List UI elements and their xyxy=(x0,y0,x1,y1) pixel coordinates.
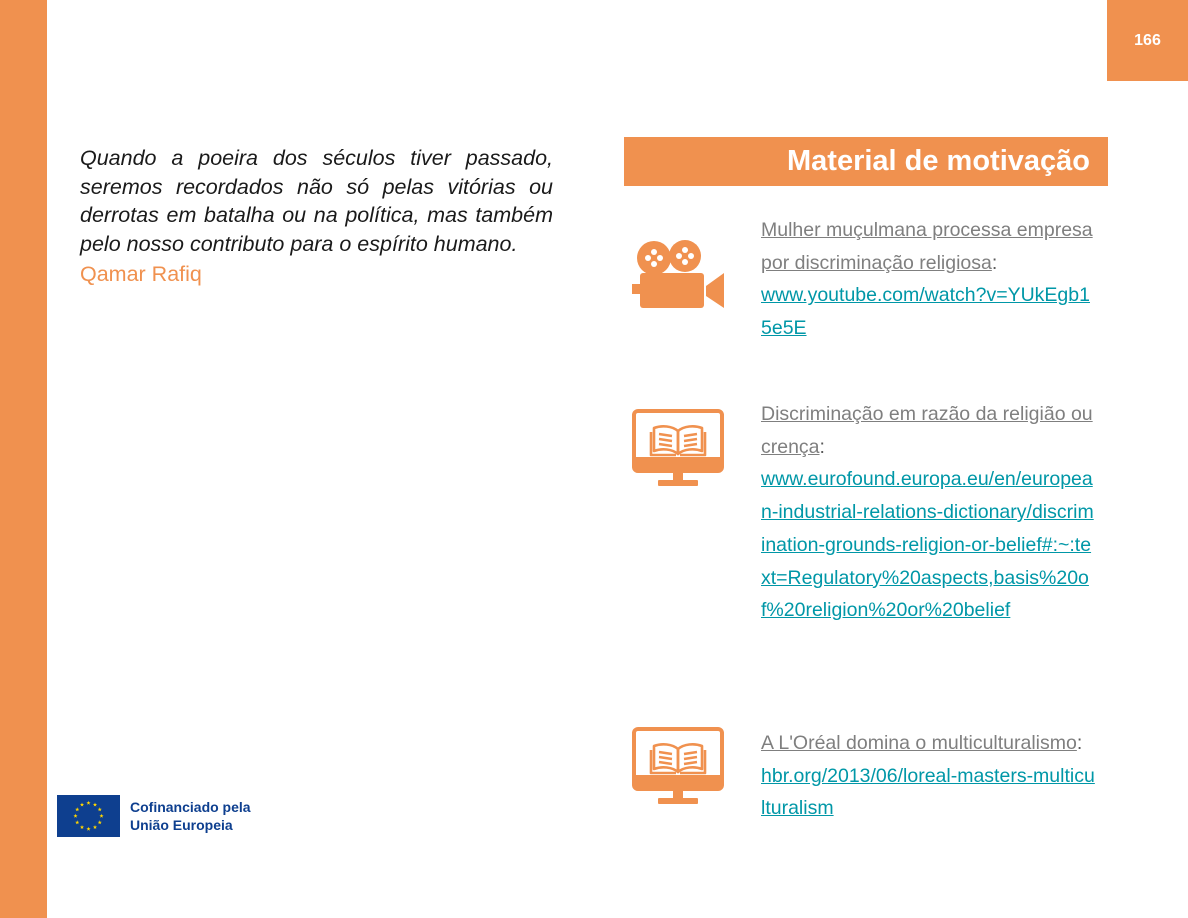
section-header xyxy=(624,137,1108,186)
eu-text-line2: União Europeia xyxy=(130,817,233,833)
eu-text-line1: Cofinanciado pela xyxy=(130,799,251,815)
resource-title-link[interactable]: A L'Oréal domina o multiculturalismo xyxy=(761,732,1077,754)
quote-block xyxy=(80,144,553,288)
resource-url-link[interactable]: www.eurofound.europa.eu/en/european-industrial-relations-dictionary/discrimination-grounds-religion-or-belief#:~:text=Regulatory%20aspects,basis%20of%20religion%20or%20belief xyxy=(761,468,1094,622)
eu-cofunding-text xyxy=(130,798,251,834)
resource-separator: : xyxy=(819,435,825,458)
eu-cofunding-logo xyxy=(57,795,251,837)
eu-flag-icon xyxy=(57,795,120,837)
resource-text xyxy=(761,214,1097,345)
page-number-badge: 166 xyxy=(1107,0,1188,81)
video-camera-icon xyxy=(632,236,728,317)
resource-separator: : xyxy=(1076,732,1083,754)
resource-title-link[interactable]: Mulher muçulmana processa empresa por discriminação religiosa xyxy=(761,219,1093,274)
resource-url-link[interactable]: hbr.org/2013/06/loreal-masters-multiculturalism xyxy=(761,764,1095,820)
quote-text: Quando a poeira dos séculos tiver passado, seremos recordados não só pelas vitórias ou derrotas em batalha ou na política, mas também pelo nosso contributo para o espírito humano. xyxy=(80,146,553,256)
resource-separator: : xyxy=(991,251,998,274)
resource-text xyxy=(761,398,1097,627)
monitor-book-icon xyxy=(632,727,724,810)
monitor-book-icon xyxy=(632,409,724,492)
resource-text xyxy=(761,727,1097,825)
left-accent-bar xyxy=(0,0,47,918)
section-title: Material de motivação xyxy=(787,145,1090,177)
resource-url-link[interactable]: www.youtube.com/watch?v=YUkEgb15e5E xyxy=(761,284,1090,340)
quote-author: Qamar Rafiq xyxy=(80,262,202,286)
resource-title-link[interactable]: Discriminação em razão da religião ou crença xyxy=(761,403,1093,458)
